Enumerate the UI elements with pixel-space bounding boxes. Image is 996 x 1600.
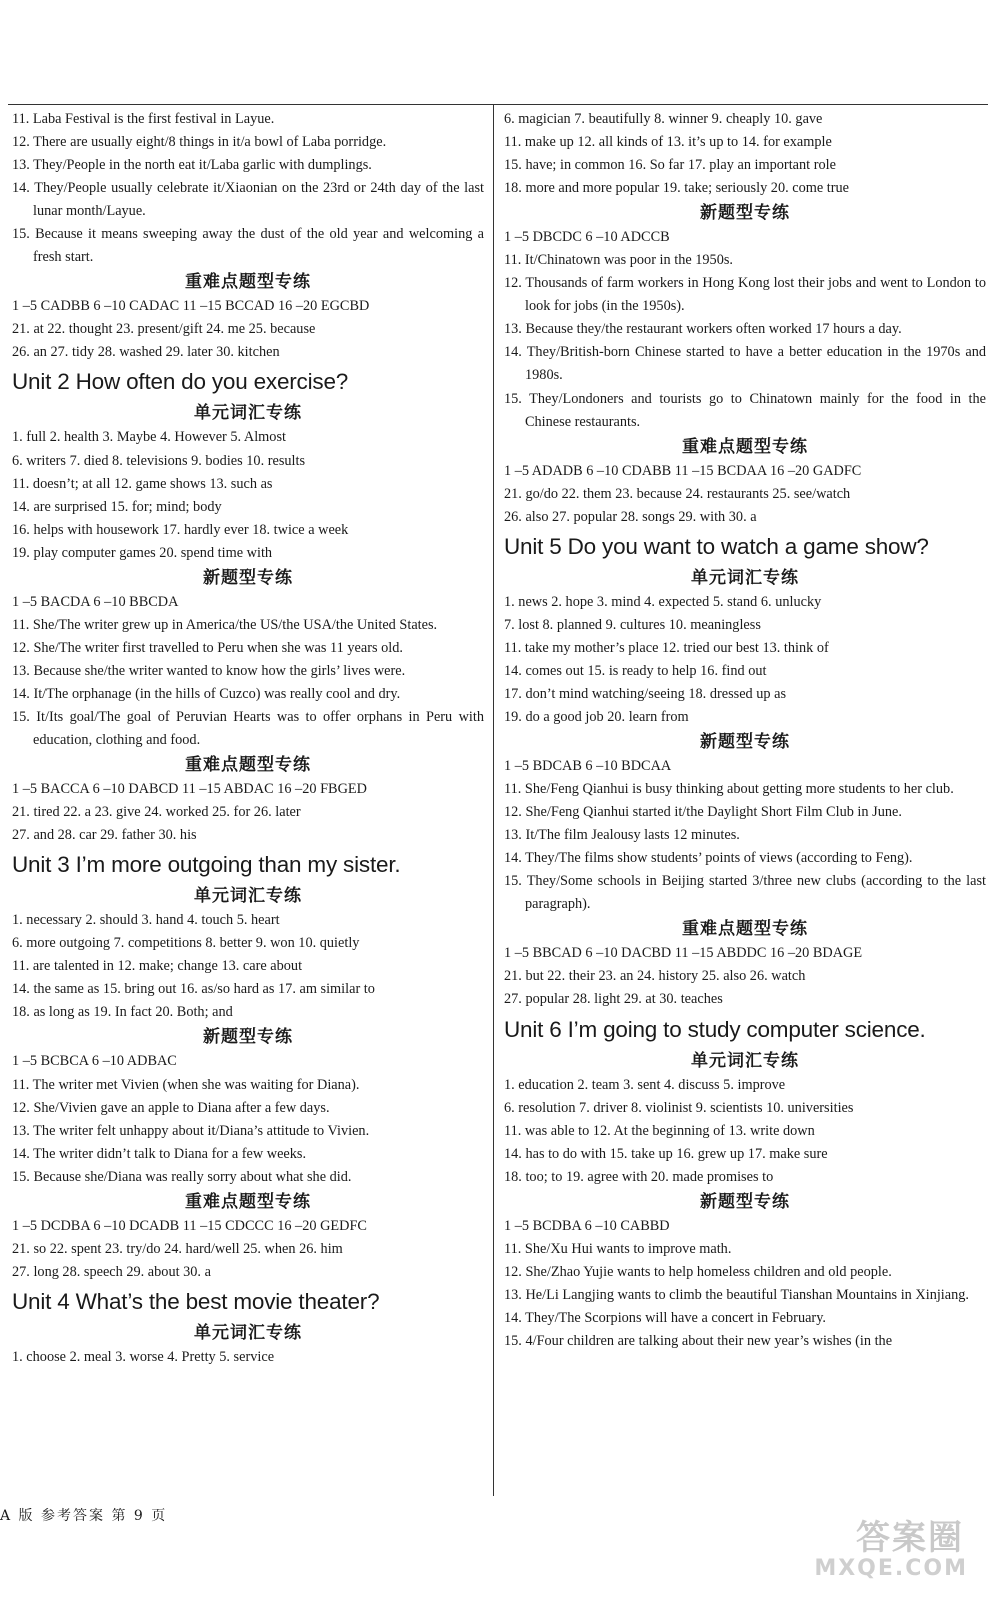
- answer-line: 16. helps with housework 17. hardly ever 18. twice a week: [12, 521, 349, 538]
- answer-line: 13. Because she/the writer wanted to know how the girls’ lives were.: [12, 662, 406, 679]
- answer-line: 12. Thousands of farm workers in Hong Kong lost their jobs and went to London to look for jobs (in the 1950s).: [504, 275, 986, 315]
- answer-line: 27. popular 28. light 29. at 30. teaches: [504, 991, 723, 1008]
- answer-line: 15. Because she/Diana was really sorry about what she did.: [12, 1168, 352, 1185]
- answer-line: 11. It/Chinatown was poor in the 1950s.: [504, 252, 733, 269]
- answer-line: 6. more outgoing 7. competitions 8. better 9. won 10. quietly: [12, 935, 360, 952]
- answer-line: 21. at 22. thought 23. present/gift 24. me 25. because: [12, 321, 316, 338]
- answer-line: 27. and 28. car 29. father 30. his: [12, 827, 197, 844]
- right-column: [504, 108, 986, 1353]
- answer-line: 12. She/Feng Qianhui started it/the Daylight Short Film Club in June.: [504, 804, 902, 821]
- section-heading: 新题型专练: [700, 732, 790, 753]
- answer-line: 14. It/The orphanage (in the hills of Cuzco) was really cool and dry.: [12, 685, 401, 702]
- answer-line: 14. comes out 15. is ready to help 16. find out: [504, 662, 767, 679]
- answer-line: 11. was able to 12. At the beginning of 13. write down: [504, 1122, 815, 1139]
- answer-line: 11. doesn’t; at all 12. game shows 13. such as: [12, 475, 273, 492]
- page-footer: A 版 参考答案 第 9 页: [0, 1508, 168, 1524]
- answer-line: 6. magician 7. beautifully 8. winner 9. cheaply 10. gave: [504, 111, 823, 127]
- answer-line: 1. education 2. team 3. sent 4. discuss 5. improve: [504, 1076, 786, 1093]
- answer-line: 15. They/Londoners and tourists go to Chinatown mainly for the food in the Chinese restaurants.: [504, 390, 986, 430]
- answer-line: 15. They/Some schools in Beijing started 3/three new clubs (according to the last paragraph).: [504, 873, 986, 913]
- section-heading: 新题型专练: [700, 1191, 790, 1212]
- answer-line: 12. She/Vivien gave an apple to Diana after a few days.: [12, 1099, 330, 1116]
- answer-line: 1 –5 ADADB 6 –10 CDABB 11 –15 BCDAA 16 –20 GADFC: [504, 462, 862, 479]
- answer-line: 15. Because it means sweeping away the dust of the old year and welcoming a fresh start.: [12, 226, 484, 266]
- answer-line: 27. long 28. speech 29. about 30. a: [12, 1263, 211, 1280]
- section-heading: 新题型专练: [203, 567, 293, 588]
- answer-line: 26. also 27. popular 28. songs 29. with 30. a: [504, 508, 757, 525]
- section-heading: 重难点题型专练: [185, 1191, 311, 1212]
- answer-line: 11. The writer met Vivien (when she was waiting for Diana).: [12, 1076, 360, 1093]
- answer-line: 21. go/do 22. them 23. because 24. restaurants 25. see/watch: [504, 485, 851, 502]
- answer-line: 1 –5 BACDA 6 –10 BBCDA: [12, 593, 179, 610]
- answer-line: 13. They/People in the north eat it/Laba garlic with dumplings.: [12, 157, 372, 174]
- answer-line: 1. news 2. hope 3. mind 4. expected 5. stand 6. unlucky: [504, 593, 822, 610]
- answer-line: 18. as long as 19. In fact 20. Both; and: [12, 1004, 233, 1021]
- left-column: [12, 108, 484, 1369]
- answer-line: 1 –5 DBCDC 6 –10 ADCCB: [504, 229, 670, 246]
- answer-line: 1 –5 BCBCA 6 –10 ADBAC: [12, 1053, 177, 1070]
- answer-line: 19. do a good job 20. learn from: [504, 708, 689, 725]
- watermark-logo-text: 答案圈: [856, 1518, 964, 1558]
- section-heading: 单元词汇专练: [194, 1322, 302, 1343]
- top-rule: [8, 104, 988, 105]
- section-heading: 单元词汇专练: [691, 567, 799, 588]
- answer-line: 21. tired 22. a 23. give 24. worked 25. for 26. later: [12, 804, 301, 821]
- answer-line: 15. It/Its goal/The goal of Peruvian Hearts was to offer orphans in Peru with education, clothing and food.: [12, 708, 484, 749]
- section-heading: 重难点题型专练: [185, 755, 311, 776]
- unit-title: Unit 2 How often do you exercise?: [12, 369, 349, 395]
- answer-line: 1 –5 DCDBA 6 –10 DCADB 11 –15 CDCCC 16 –20 GEDFC: [12, 1217, 367, 1234]
- answer-line: 11. are talented in 12. make; change 13. care about: [12, 958, 303, 975]
- section-heading: 单元词汇专练: [691, 1050, 799, 1071]
- answer-line: 13. He/Li Langjing wants to climb the beautiful Tianshan Mountains in Xinjiang.: [504, 1286, 969, 1303]
- answer-line: 1 –5 BDCAB 6 –10 BDCAA: [504, 758, 672, 775]
- answer-line: 14. the same as 15. bring out 16. as/so hard as 17. am similar to: [12, 981, 375, 998]
- answer-line: 11. She/Feng Qianhui is busy thinking about getting more students to her club.: [504, 781, 954, 798]
- section-heading: 重难点题型专练: [682, 436, 808, 457]
- answer-line: 1 –5 CADBB 6 –10 CADAC 11 –15 BCCAD 16 –20 EGCBD: [12, 298, 370, 315]
- answer-line: 13. It/The film Jealousy lasts 12 minutes.: [504, 827, 740, 844]
- answer-line: 6. resolution 7. driver 8. violinist 9. scientists 10. universities: [504, 1099, 854, 1116]
- answer-line: 1 –5 BBCAD 6 –10 DACBD 11 –15 ABDDC 16 –20 BDAGE: [504, 945, 863, 962]
- answer-line: 12. There are usually eight/8 things in it/a bowl of Laba porridge.: [12, 134, 387, 151]
- unit-title: Unit 5 Do you want to watch a game show?: [504, 533, 929, 559]
- answer-line: 14. The writer didn’t talk to Diana for a few weeks.: [12, 1145, 307, 1162]
- unit-title: Unit 3 I’m more outgoing than my sister.: [12, 852, 401, 878]
- answer-line: 12. She/Zhao Yujie wants to help homeless children and old people.: [504, 1263, 892, 1280]
- answer-line: 1 –5 BACCA 6 –10 DABCD 11 –15 ABDAC 16 –20 FBGED: [12, 781, 367, 798]
- answer-line: 6. writers 7. died 8. televisions 9. bodies 10. results: [12, 452, 306, 469]
- section-heading: 单元词汇专练: [194, 403, 302, 424]
- answer-line: 26. an 27. tidy 28. washed 29. later 30. kitchen: [12, 344, 280, 361]
- answer-line: 1. full 2. health 3. Maybe 4. However 5. Almost: [12, 429, 286, 446]
- answer-line: 14. They/British-born Chinese started to have a better education in the 1970s and 1980s.: [504, 344, 986, 384]
- answer-line: 21. so 22. spent 23. try/do 24. hard/well 25. when 26. him: [12, 1240, 343, 1257]
- answer-line: 1. choose 2. meal 3. worse 4. Pretty 5. service: [12, 1348, 275, 1365]
- answer-line: 1. necessary 2. should 3. hand 4. touch 5. heart: [12, 912, 280, 929]
- answer-line: 14. are surprised 15. for; mind; body: [12, 498, 222, 515]
- answer-line: 13. The writer felt unhappy about it/Diana’s attitude to Vivien.: [12, 1122, 370, 1139]
- answer-line: 12. She/The writer first travelled to Peru when she was 11 years old.: [12, 639, 403, 656]
- section-heading: 新题型专练: [700, 203, 790, 224]
- section-heading: 重难点题型专练: [185, 272, 311, 293]
- answer-line: 14. They/People usually celebrate it/Xiaonian on the 23rd or 24th day of the last lunar month/Layue.: [12, 180, 484, 220]
- column-divider: [493, 104, 494, 1496]
- section-heading: 重难点题型专练: [682, 919, 808, 940]
- answer-line: 14. has to do with 15. take up 16. grew up 17. make sure: [504, 1145, 828, 1162]
- answer-line: 14. They/The Scorpions will have a concert in February.: [504, 1309, 826, 1326]
- answer-line: 11. She/The writer grew up in America/the US/the USA/the United States.: [12, 616, 438, 633]
- answer-line: 13. Because they/the restaurant workers often worked 17 hours a day.: [504, 321, 902, 338]
- answer-line: 11. make up 12. all kinds of 13. it’s up to 14. for example: [504, 134, 832, 151]
- section-heading: 新题型专练: [203, 1027, 293, 1048]
- answer-line: 1 –5 BCDBA 6 –10 CABBD: [504, 1217, 670, 1234]
- answer-line: 15. have; in common 16. So far 17. play an important role: [504, 157, 836, 174]
- answer-line: 18. more and more popular 19. take; seriously 20. come true: [504, 180, 850, 197]
- answer-line: 11. She/Xu Hui wants to improve math.: [504, 1240, 732, 1257]
- answer-line: 17. don’t mind watching/seeing 18. dressed up as: [504, 685, 787, 702]
- answer-line: 11. Laba Festival is the first festival in Layue.: [12, 111, 275, 127]
- answer-line: 15. 4/Four children are talking about their new year’s wishes (in the: [504, 1332, 893, 1349]
- answer-line: 11. take my mother’s place 12. tried our best 13. think of: [504, 639, 829, 656]
- section-heading: 单元词汇专练: [194, 886, 302, 907]
- answer-line: 21. but 22. their 23. an 24. history 25. also 26. watch: [504, 968, 806, 985]
- answer-line: 7. lost 8. planned 9. cultures 10. meaningless: [504, 616, 761, 633]
- answer-line: 14. They/The films show students’ points of views (according to Feng).: [504, 850, 913, 867]
- answer-line: 18. too; to 19. agree with 20. made promises to: [504, 1168, 774, 1185]
- watermark-url: MXQE.COM: [814, 1556, 968, 1581]
- answer-line: 19. play computer games 20. spend time with: [12, 544, 273, 561]
- unit-title: Unit 4 What’s the best movie theater?: [12, 1288, 380, 1314]
- unit-title: Unit 6 I’m going to study computer science.: [504, 1016, 926, 1042]
